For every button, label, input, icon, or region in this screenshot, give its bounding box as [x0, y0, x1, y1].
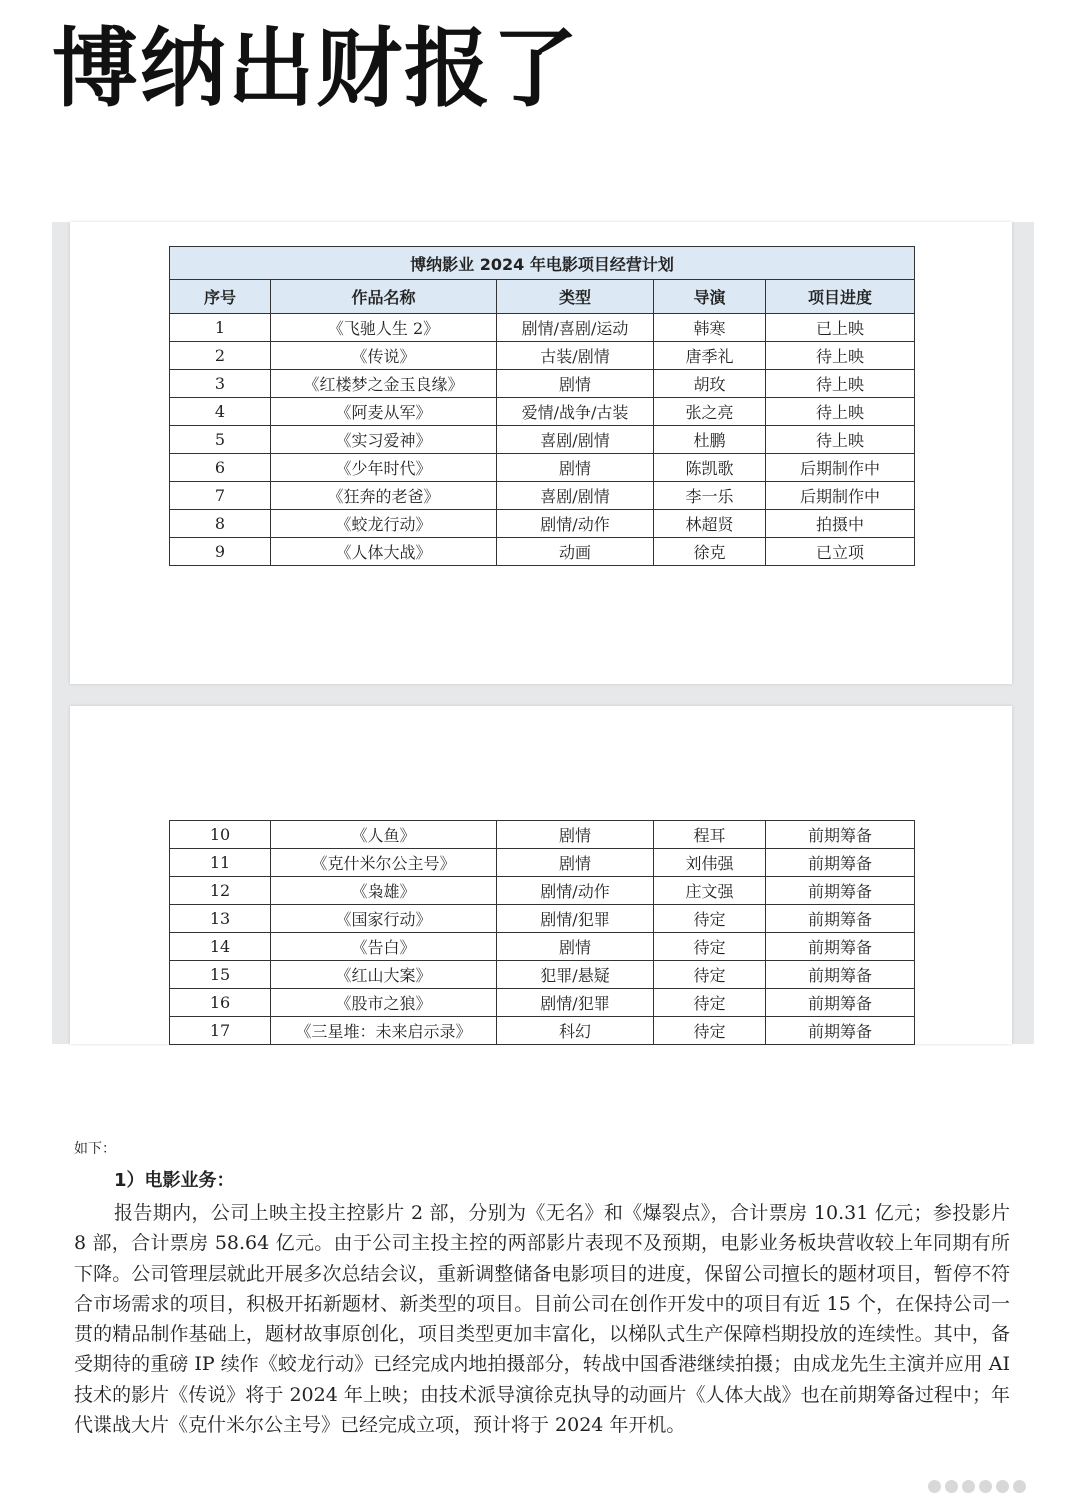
cell-status: 待上映 [766, 370, 915, 398]
cell-index: 2 [170, 342, 271, 370]
cell-title: 《实习爱神》 [271, 426, 497, 454]
cell-director: 杜鹏 [654, 426, 766, 454]
cell-status: 前期筹备 [766, 821, 915, 849]
cell-genre: 剧情/动作 [497, 510, 654, 538]
cell-title: 《狂奔的老爸》 [271, 482, 497, 510]
cell-index: 3 [170, 370, 271, 398]
report-excerpt [74, 1134, 1010, 1440]
cell-title: 《少年时代》 [271, 454, 497, 482]
table-row [170, 482, 915, 510]
table-row [170, 961, 915, 989]
headline: 博纳出财报了 [52, 19, 580, 119]
cell-genre: 科幻 [497, 1017, 654, 1045]
cell-title: 《枭雄》 [271, 877, 497, 905]
cell-title: 《阿麦从军》 [271, 398, 497, 426]
intro-text: 如下： [74, 1141, 116, 1157]
cell-title: 《股市之狼》 [271, 989, 497, 1017]
cell-genre: 动画 [497, 538, 654, 566]
table-row [170, 454, 915, 482]
table-row [170, 538, 915, 566]
cell-status: 已立项 [766, 538, 915, 566]
table-row [170, 905, 915, 933]
cell-index: 12 [170, 877, 271, 905]
cell-genre: 犯罪/悬疑 [497, 961, 654, 989]
column-header-genre: 类型 [497, 280, 654, 314]
cell-director: 李一乐 [654, 482, 766, 510]
cell-index: 11 [170, 849, 271, 877]
table-row [170, 1017, 915, 1045]
cell-title: 《红山大案》 [271, 961, 497, 989]
column-header-title: 作品名称 [271, 280, 497, 314]
cell-title: 《传说》 [271, 342, 497, 370]
cell-director: 唐季礼 [654, 342, 766, 370]
cell-genre: 剧情 [497, 454, 654, 482]
cell-genre: 剧情/犯罪 [497, 905, 654, 933]
cell-index: 17 [170, 1017, 271, 1045]
project-plan-table [169, 246, 915, 566]
watermark-dots [928, 1478, 1048, 1498]
cell-index: 8 [170, 510, 271, 538]
cell-index: 9 [170, 538, 271, 566]
cell-director: 韩寒 [654, 314, 766, 342]
cell-director: 待定 [654, 989, 766, 1017]
cell-genre: 剧情/动作 [497, 877, 654, 905]
cell-title: 《告白》 [271, 933, 497, 961]
cell-status: 后期制作中 [766, 482, 915, 510]
table-row [170, 989, 915, 1017]
cell-status: 前期筹备 [766, 989, 915, 1017]
column-header-status: 项目进度 [766, 280, 915, 314]
cell-status: 前期筹备 [766, 961, 915, 989]
cell-director: 徐克 [654, 538, 766, 566]
cell-director: 程耳 [654, 821, 766, 849]
table-row [170, 370, 915, 398]
table-row [170, 849, 915, 877]
cell-director: 陈凯歌 [654, 454, 766, 482]
cell-genre: 剧情 [497, 933, 654, 961]
cell-index: 4 [170, 398, 271, 426]
cell-director: 林超贤 [654, 510, 766, 538]
cell-status: 前期筹备 [766, 849, 915, 877]
table-row [170, 426, 915, 454]
cell-status: 待上映 [766, 426, 915, 454]
cell-title: 《人体大战》 [271, 538, 497, 566]
column-header-director: 导演 [654, 280, 766, 314]
cell-genre: 剧情/犯罪 [497, 989, 654, 1017]
cell-director: 待定 [654, 1017, 766, 1045]
table-row [170, 398, 915, 426]
table-row [170, 877, 915, 905]
cell-status: 拍摄中 [766, 510, 915, 538]
cell-genre: 古装/剧情 [497, 342, 654, 370]
cell-title: 《国家行动》 [271, 905, 497, 933]
table-row [170, 821, 915, 849]
report-paragraph: 报告期内，公司上映主投主控影片 2 部，分别为《无名》和《爆裂点》，合计票房 10.31 亿元；参投影片 8 部，合计票房 58.64 亿元。由于公司主投主控的两部影片表现不及预期，电影业务板块营收较上年同期有所下降。公司管理层就此开展多次总结会议，重新调整储备电影项目的进度，保留公司擅长的题材项目，暂停不符合市场需求的项目，积极开拓新题材、新类型的项目。目前公司在创作开发中的项目有近 15 个，在保持公司一贯的精品制作基础上，题材故事原创化，项目类型更加丰富化，以梯队式生产保障档期投放的连续性。其中，备受期待的重磅 IP 续作《蛟龙行动》已经完成内地拍摄部分，转战中国香港继续拍摄；由成龙先生主演并应用 AI 技术的影片《传说》将于 2024 年上映；由技术派导演徐克执导的动画片《人体大战》也在前期筹备过程中；年代谍战大片《克什米尔公主号》已经完成立项，预计将于 2024 年开机。 [74, 1202, 1010, 1437]
cell-index: 1 [170, 314, 271, 342]
cell-status: 已上映 [766, 314, 915, 342]
table-row [170, 510, 915, 538]
cell-director: 待定 [654, 961, 766, 989]
cell-director: 胡玫 [654, 370, 766, 398]
table-row [170, 314, 915, 342]
cell-title: 《三星堆：未来启示录》 [271, 1017, 497, 1045]
cell-index: 15 [170, 961, 271, 989]
cell-title: 《克什米尔公主号》 [271, 849, 497, 877]
cell-index: 16 [170, 989, 271, 1017]
section-heading: 1）电影业务： [114, 1170, 235, 1191]
cell-status: 待上映 [766, 398, 915, 426]
table-row [170, 933, 915, 961]
cell-genre: 剧情 [497, 821, 654, 849]
cell-index: 14 [170, 933, 271, 961]
cell-genre: 喜剧/剧情 [497, 426, 654, 454]
cell-index: 13 [170, 905, 271, 933]
cell-director: 刘伟强 [654, 849, 766, 877]
cell-genre: 喜剧/剧情 [497, 482, 654, 510]
cell-title: 《人鱼》 [271, 821, 497, 849]
cell-genre: 剧情 [497, 370, 654, 398]
table-title: 博纳影业 2024 年电影项目经营计划 [170, 247, 915, 280]
cell-status: 待上映 [766, 342, 915, 370]
cell-director: 待定 [654, 905, 766, 933]
cell-status: 后期制作中 [766, 454, 915, 482]
cell-genre: 爱情/战争/古装 [497, 398, 654, 426]
cell-director: 待定 [654, 933, 766, 961]
cell-index: 6 [170, 454, 271, 482]
cell-title: 《红楼梦之金玉良缘》 [271, 370, 497, 398]
cell-index: 5 [170, 426, 271, 454]
cell-status: 前期筹备 [766, 933, 915, 961]
cell-status: 前期筹备 [766, 877, 915, 905]
cell-index: 7 [170, 482, 271, 510]
cell-status: 前期筹备 [766, 905, 915, 933]
cell-index: 10 [170, 821, 271, 849]
cell-director: 张之亮 [654, 398, 766, 426]
project-plan-table-continued [169, 820, 915, 1045]
table-row [170, 342, 915, 370]
cell-genre: 剧情 [497, 849, 654, 877]
column-header-index: 序号 [170, 280, 271, 314]
cell-title: 《飞驰人生 2》 [271, 314, 497, 342]
cell-genre: 剧情/喜剧/运动 [497, 314, 654, 342]
cell-title: 《蛟龙行动》 [271, 510, 497, 538]
cell-status: 前期筹备 [766, 1017, 915, 1045]
cell-director: 庄文强 [654, 877, 766, 905]
